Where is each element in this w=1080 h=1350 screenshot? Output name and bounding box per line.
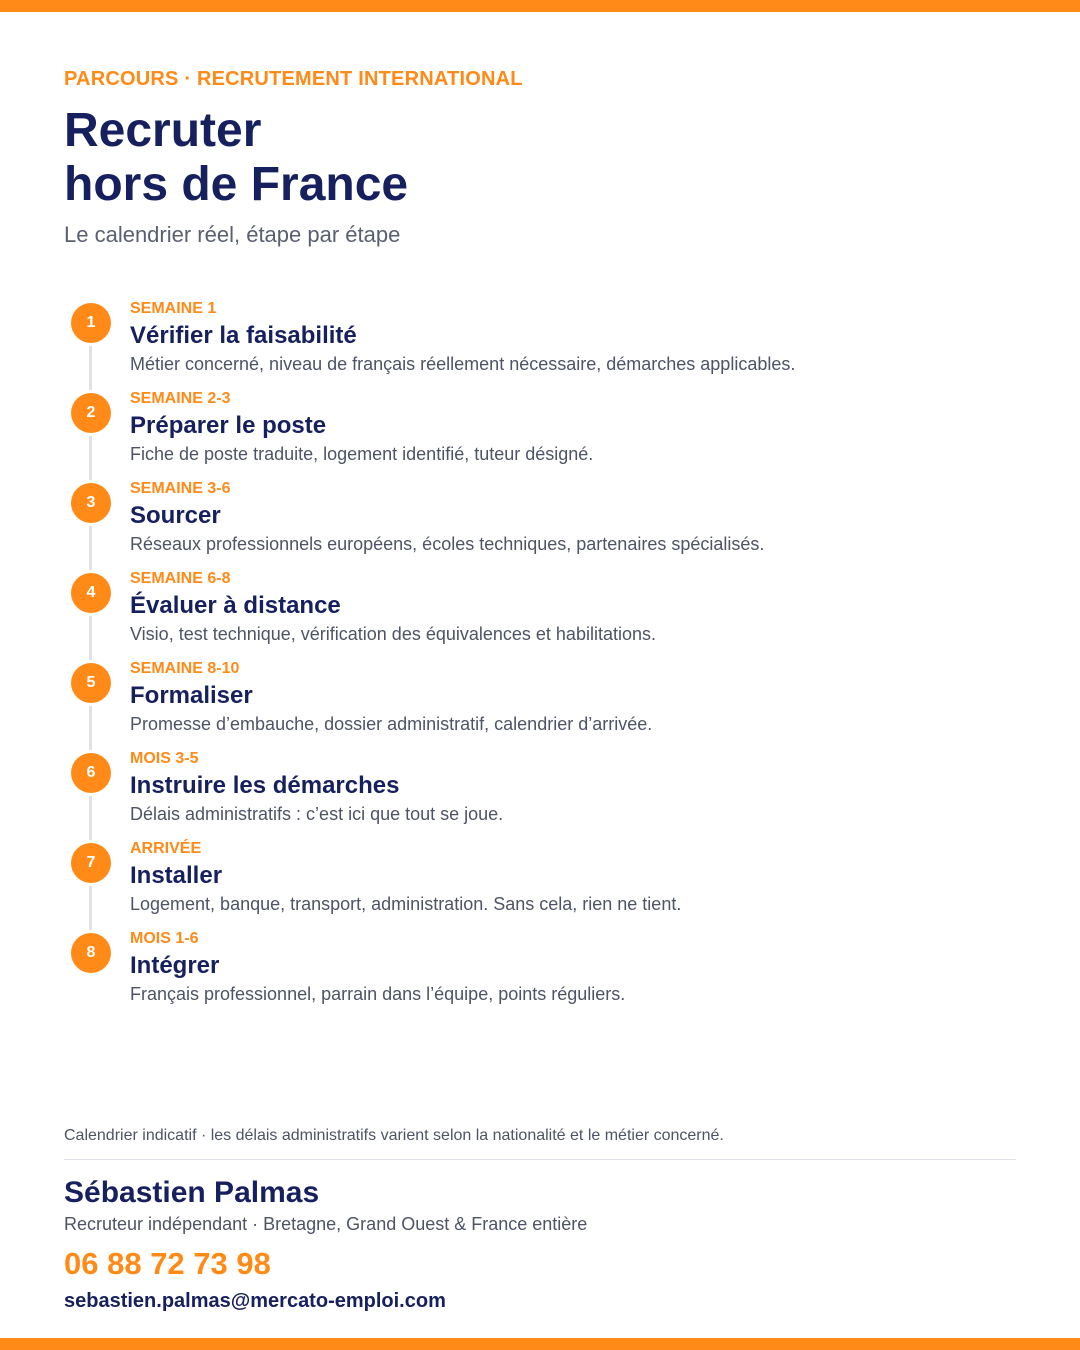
step-title: Intégrer	[130, 952, 220, 979]
step-description: Visio, test technique, vérification des équivalences et habilitations.	[130, 624, 656, 644]
page-subtitle: Le calendrier réel, étape par étape	[64, 222, 401, 247]
step-title: Sourcer	[130, 502, 221, 529]
step-title: Installer	[130, 862, 223, 889]
contact-role: Recruteur indépendant · Bretagne, Grand Ouest & France entière	[64, 1214, 588, 1234]
timeline-step	[0, 930, 1080, 1020]
contact-name: Sébastien Palmas	[64, 1176, 320, 1209]
step-period: SEMAINE 2-3	[130, 390, 231, 407]
timeline-step	[0, 840, 1080, 930]
bottom-accent-bar	[0, 1338, 1080, 1350]
timeline-step	[0, 390, 1080, 480]
step-period: SEMAINE 1	[130, 300, 217, 317]
step-period: ARRIVÉE	[130, 840, 202, 857]
step-number-badge: 1	[71, 303, 111, 343]
step-period: MOIS 1-6	[130, 930, 199, 947]
step-description: Réseaux professionnels européens, écoles techniques, partenaires spécialisés.	[130, 534, 765, 554]
page-title-line-1: Recruter	[64, 104, 262, 157]
step-title: Instruire les démarches	[130, 772, 400, 799]
step-title: Évaluer à distance	[130, 592, 341, 619]
step-number-badge: 6	[71, 753, 111, 793]
timeline-step	[0, 300, 1080, 390]
step-description: Fiche de poste traduite, logement identifié, tuteur désigné.	[130, 444, 594, 464]
timeline-step	[0, 570, 1080, 660]
step-number-badge: 3	[71, 483, 111, 523]
page-title-line-2: hors de France	[64, 158, 409, 211]
step-number-badge: 4	[71, 573, 111, 613]
step-description: Logement, banque, transport, administration. Sans cela, rien ne tient.	[130, 894, 682, 914]
contact-phone[interactable]: 06 88 72 73 98	[64, 1246, 271, 1281]
step-description: Français professionnel, parrain dans l’équipe, points réguliers.	[130, 984, 626, 1004]
step-title: Préparer le poste	[130, 412, 327, 439]
step-description: Métier concerné, niveau de français réellement nécessaire, démarches applicables.	[130, 354, 796, 374]
step-period: SEMAINE 3-6	[130, 480, 231, 497]
step-description: Promesse d’embauche, dossier administratif, calendrier d’arrivée.	[130, 714, 653, 734]
timeline-step	[0, 480, 1080, 570]
step-period: SEMAINE 6-8	[130, 570, 231, 587]
step-number-badge: 7	[71, 843, 111, 883]
step-period: SEMAINE 8-10	[130, 660, 240, 677]
step-number-badge: 5	[71, 663, 111, 703]
step-title: Formaliser	[130, 682, 253, 709]
footer-divider	[64, 1159, 1016, 1160]
step-number-badge: 2	[71, 393, 111, 433]
step-description: Délais administratifs : c’est ici que tout se joue.	[130, 804, 504, 824]
step-period: MOIS 3-5	[130, 750, 199, 767]
step-title: Vérifier la faisabilité	[130, 322, 357, 349]
step-number-badge: 8	[71, 933, 111, 973]
timeline-step	[0, 750, 1080, 840]
contact-email[interactable]: sebastien.palmas@mercato-emploi.com	[64, 1290, 446, 1312]
footnote: Calendrier indicatif · les délais administratifs varient selon la nationalité et le métier concerné.	[64, 1127, 724, 1144]
eyebrow-label: PARCOURS · RECRUTEMENT INTERNATIONAL	[64, 68, 523, 90]
timeline-step	[0, 660, 1080, 750]
